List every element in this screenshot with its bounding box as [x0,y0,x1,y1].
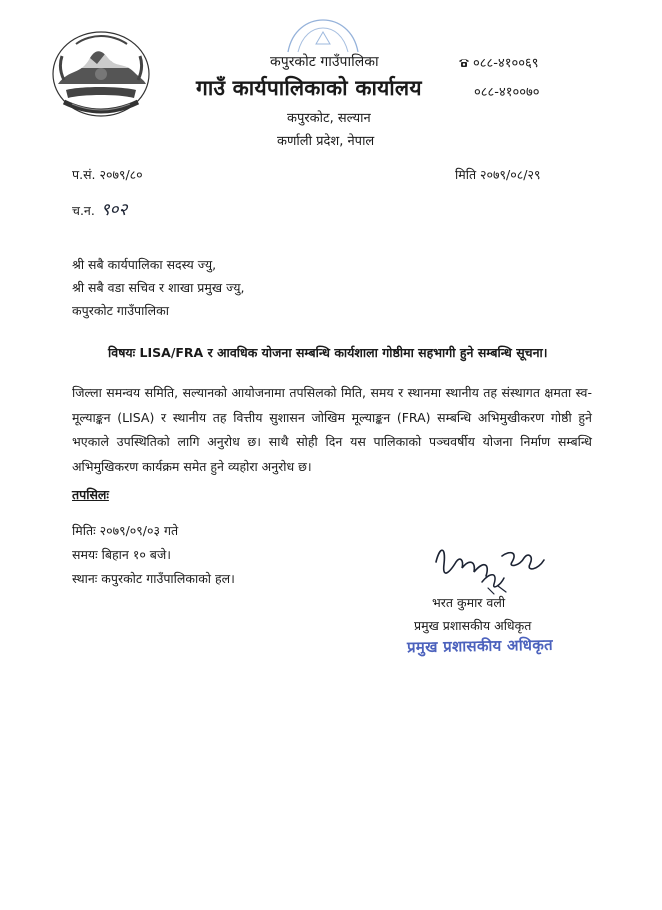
nepal-emblem-logo [50,28,152,120]
schedule-details [72,519,235,591]
phone-number-1-text: ०८८-४१००६९ [473,56,539,71]
reference-number: प.सं. २०७९/८० [72,167,143,182]
office-title: गाउँ कार्यपालिकाको कार्यालय [196,76,422,100]
schedule-heading: तपसिलः [72,487,109,502]
recipient-line: कपुरकोट गाउँपालिका [72,303,169,318]
recipients-block [72,253,244,322]
municipality-name: कपुरकोट गाउँपालिका [270,54,379,70]
schedule-time: समयः बिहान १० बजे। [72,547,171,562]
signer-name: भरत कुमार वली [432,595,506,610]
schedule-date: मितिः २०७९/०९/०३ गते [72,523,179,538]
dispatch-label: च.न. [72,203,95,218]
letter-date: मिति २०७९/०८/२९ [455,167,541,182]
dispatch-number-handwritten: ९०२ [100,200,128,220]
phone-number-1 [458,53,539,71]
address-line-1: कपुरकोट, सल्यान [287,111,371,126]
official-title-stamp: प्रमुख प्रशासकीय अधिकृत [406,635,554,657]
phone-number-2: ०८८-४१००७० [474,85,540,100]
letter-body: जिल्ला समन्वय समिति, सल्यानको आयोजनामा तपसिलको मिति, समय र स्थानमा स्थानीय तह संस्थागत क्षमता स्व-मूल्याङ्कन (LISA) र स्थानीय तह वित्तीय सुशासन जोखिम मूल्याङ्कन (FRA) सम्बन्धि अभिमुखीकरण गोष्ठी हुने भएकाले उपस्थितिको लागि अनुरोध छ। साथै सोही दिन यस पालिकाको पञ्चवर्षीय योजना निर्माण सम्बन्धि अभिमुखिकरण कार्यक्रम समेत हुने व्यहोरा अनुरोध छ। [72,385,592,474]
signer-title: प्रमुख प्रशासकीय अधिकृत [414,618,532,633]
handwritten-signature [428,542,558,600]
municipality-stamp-icon [282,16,364,56]
recipient-line: श्री सबै वडा सचिव र शाखा प्रमुख ज्यु, [72,280,245,295]
recipient-line: श्री सबै कार्यपालिका सदस्य ज्यु, [72,257,217,272]
address-line-2: कर्णाली प्रदेश, नेपाल [277,134,375,149]
telephone-icon [458,57,470,68]
schedule-venue: स्थानः कपुरकोट गाउँपालिकाको हल। [72,571,235,586]
dispatch-number [72,197,127,220]
subject-line: विषयः LISA/FRA र आवधिक योजना सम्बन्धि कार्यशाला गोष्ठीमा सहभागी हुने सम्बन्धि सूचना। [108,345,548,360]
